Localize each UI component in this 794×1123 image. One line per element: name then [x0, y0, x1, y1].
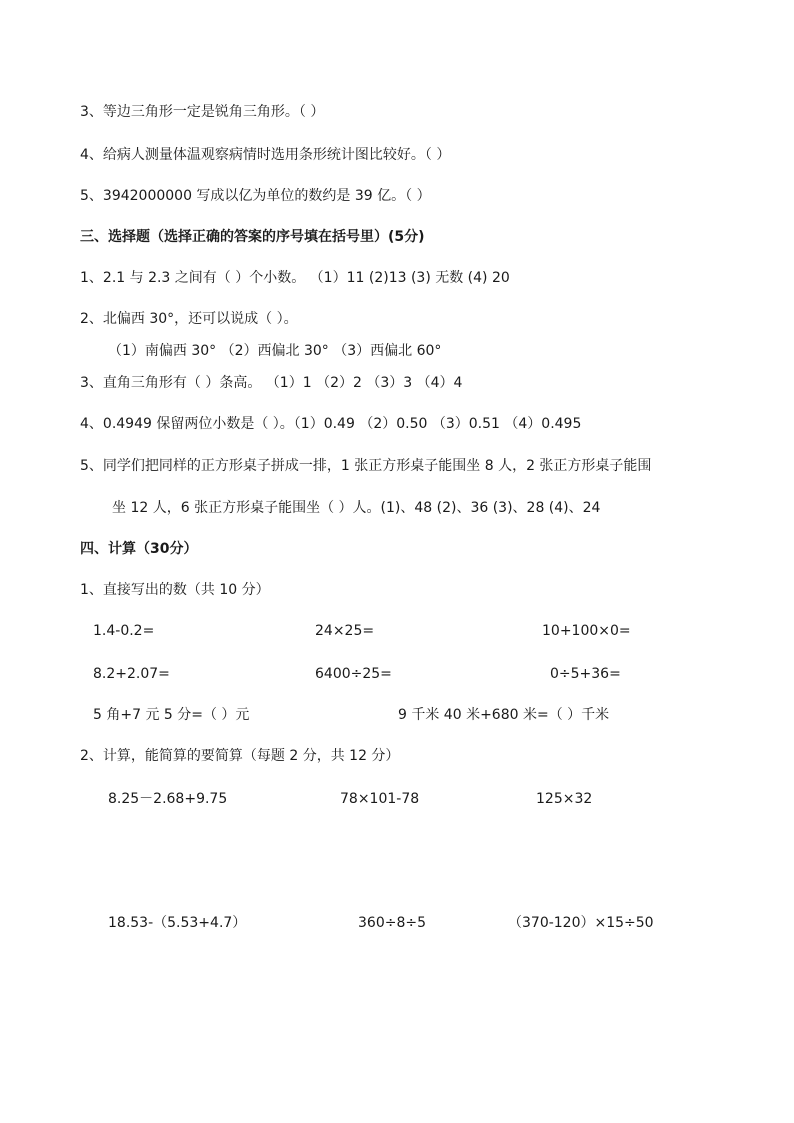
calc-expr: 9 千米 40 米+680 米=（ ）千米 — [398, 707, 610, 723]
choice-q5-line1: 5、同学们把同样的正方形桌子拼成一排，1 张正方形桌子能围坐 8 人，2 张正方形桌子能围 — [80, 458, 652, 474]
choice-q3: 3、直角三角形有（ ）条高。 （1）1 （2）2 （3）3 （4）4 — [80, 375, 463, 391]
choice-q2-options: （1）南偏西 30° （2）西偏北 30° （3）西偏北 60° — [108, 343, 442, 359]
choice-q2: 2、北偏西 30°，还可以说成（ ）。 — [80, 311, 298, 327]
calc-sub2-heading: 2、计算，能简算的要简算（每题 2 分，共 12 分） — [80, 748, 400, 764]
choice-q1: 1、2.1 与 2.3 之间有（ ）个小数。 （1）11 (2)13 (3) 无数 (4) 20 — [80, 270, 510, 286]
judge-q3: 3、等边三角形一定是锐角三角形。（ ） — [80, 104, 325, 120]
choice-q4: 4、0.4949 保留两位小数是（ ）。（1）0.49 （2）0.50 （3）0.51 （4）0.495 — [80, 416, 582, 432]
calc-expr: 5 角+7 元 5 分=（ ）元 — [93, 707, 250, 723]
calc-expr: 18.53-（5.53+4.7） — [108, 915, 247, 931]
calc-expr: 10+100×0= — [542, 623, 631, 639]
calc-expr: 8.2+2.07= — [93, 666, 170, 682]
calc-expr: 0÷5+36= — [550, 666, 621, 682]
section-calc-heading: 四、计算（30分） — [80, 541, 198, 557]
calc-sub1-heading: 1、直接写出的数（共 10 分） — [80, 582, 270, 598]
calc-expr: 360÷8÷5 — [358, 915, 426, 931]
choice-q5-line2: 坐 12 人，6 张正方形桌子能围坐（ ）人。(1)、48 (2)、36 (3)、28 (4)、24 — [112, 500, 601, 516]
calc-expr: 78×101-78 — [340, 791, 420, 807]
judge-q4: 4、给病人测量体温观察病情时选用条形统计图比较好。（ ） — [80, 147, 451, 163]
calc-expr: 125×32 — [536, 791, 593, 807]
calc-expr: 1.4-0.2= — [93, 623, 155, 639]
calc-expr: 8.25－2.68+9.75 — [108, 791, 228, 807]
calc-expr: 6400÷25= — [315, 666, 392, 682]
judge-q5: 5、3942000000 写成以亿为单位的数约是 39 亿。（ ） — [80, 188, 431, 204]
calc-expr: 24×25= — [315, 623, 375, 639]
section-choice-heading: 三、选择题（选择正确的答案的序号填在括号里）(5分) — [80, 229, 425, 245]
calc-expr: （370-120）×15÷50 — [508, 915, 654, 931]
